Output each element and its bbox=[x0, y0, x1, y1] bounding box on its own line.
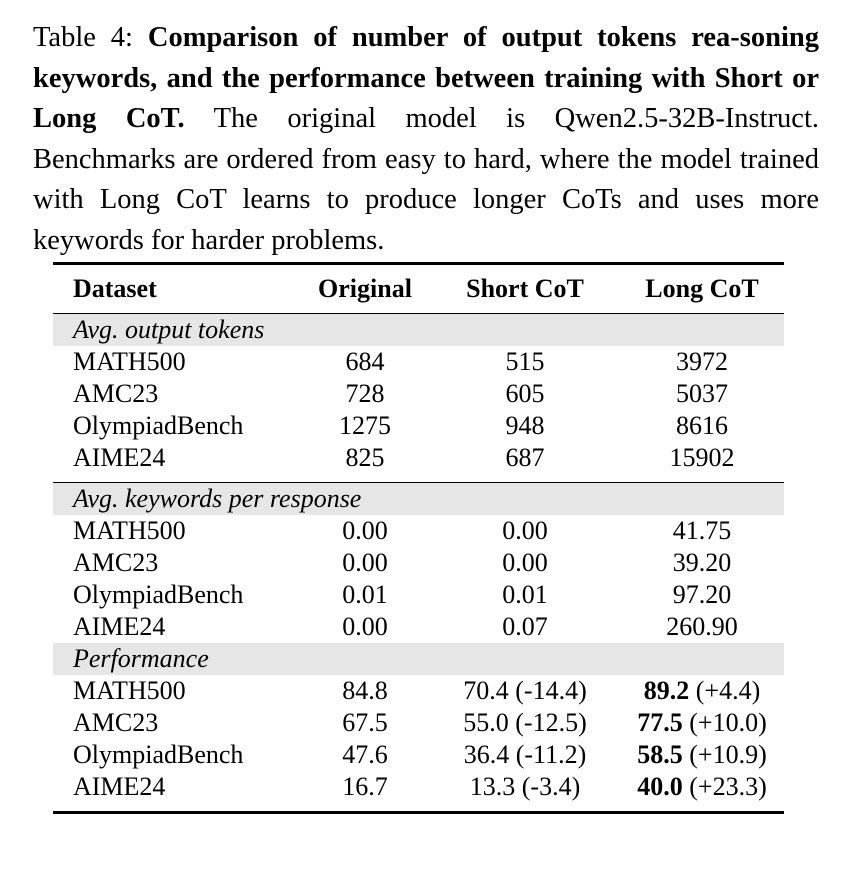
caption-label: Table 4: bbox=[33, 22, 133, 53]
cell-short-cot: 0.00 bbox=[502, 548, 548, 577]
cell-short-cot: 13.3 (-3.4) bbox=[430, 771, 620, 813]
section-title: Performance bbox=[53, 643, 784, 675]
section-header-row bbox=[53, 314, 784, 347]
section-spacer bbox=[53, 474, 784, 483]
cell-original: 684 bbox=[345, 347, 385, 376]
cell-dataset: OlympiadBench bbox=[73, 411, 244, 440]
table-row bbox=[53, 611, 784, 643]
cell-long-cot-value: (+23.3) bbox=[682, 772, 767, 801]
table-row bbox=[53, 410, 784, 442]
cell-long-cot bbox=[620, 579, 784, 611]
cell-original: 16.7 bbox=[300, 771, 430, 813]
cell-dataset: OlympiadBench bbox=[73, 580, 244, 609]
table-header-row bbox=[53, 264, 784, 314]
cell-short-cot: 36.4 (-11.2) bbox=[463, 740, 587, 769]
section-header-row bbox=[53, 643, 784, 675]
cell-dataset: AMC23 bbox=[73, 548, 159, 577]
cell-original: 728 bbox=[345, 379, 385, 408]
cell-long-cot bbox=[620, 378, 784, 410]
table-row bbox=[53, 547, 784, 579]
cell-long-cot bbox=[620, 739, 784, 771]
cell-long-cot-value: 8616 bbox=[676, 411, 728, 440]
cell-dataset: AIME24 bbox=[73, 443, 166, 472]
cell-original: 0.00 bbox=[342, 516, 388, 545]
cell-long-cot-score: 58.5 bbox=[637, 740, 683, 769]
cell-long-cot-score: 89.2 bbox=[643, 676, 690, 705]
cell-short-cot: 70.4 (-14.4) bbox=[463, 676, 587, 705]
cell-long-cot-value: (+10.9) bbox=[682, 740, 767, 769]
cell-long-cot-value: 97.20 bbox=[672, 580, 732, 609]
comparison-table bbox=[53, 262, 784, 814]
header-short-cot: Short CoT bbox=[466, 274, 584, 303]
cell-long-cot-score: 77.5 bbox=[637, 708, 683, 737]
cell-long-cot bbox=[620, 410, 784, 442]
cell-short-cot: 0.07 bbox=[502, 612, 548, 641]
cell-dataset: AIME24 bbox=[73, 612, 166, 641]
header-dataset: Dataset bbox=[73, 274, 157, 303]
cell-long-cot bbox=[620, 611, 784, 643]
cell-long-cot bbox=[620, 771, 784, 813]
cell-long-cot-value: 5037 bbox=[676, 379, 728, 408]
table-row bbox=[53, 442, 784, 474]
cell-dataset: OlympiadBench bbox=[73, 740, 244, 769]
table-row bbox=[53, 346, 784, 378]
header-original: Original bbox=[318, 274, 412, 303]
cell-dataset: AMC23 bbox=[73, 379, 159, 408]
table-row bbox=[53, 739, 784, 771]
table-row bbox=[53, 771, 784, 813]
header-long-cot: Long CoT bbox=[645, 274, 759, 303]
table-row bbox=[53, 579, 784, 611]
cell-dataset: MATH500 bbox=[73, 347, 186, 376]
cell-short-cot: 55.0 (-12.5) bbox=[463, 708, 587, 737]
cell-dataset: AIME24 bbox=[53, 771, 300, 813]
spacer-cell bbox=[53, 474, 784, 483]
cell-long-cot bbox=[620, 515, 784, 547]
cell-long-cot-value: 3972 bbox=[676, 347, 728, 376]
cell-short-cot: 948 bbox=[505, 411, 545, 440]
section-header-row bbox=[53, 483, 784, 516]
caption-text: The original model is Qwen2.5-32B-Instruct. Benchmarks are ordered from easy to hard, where the model trained with Long CoT learns to produce longer CoTs and uses more keywords for harder problems. bbox=[33, 103, 819, 256]
section-title: Avg. keywords per response bbox=[53, 483, 784, 516]
cell-original: 1275 bbox=[339, 411, 391, 440]
cell-dataset: MATH500 bbox=[73, 676, 186, 705]
cell-long-cot bbox=[620, 547, 784, 579]
cell-long-cot-value: 260.90 bbox=[666, 612, 738, 641]
cell-long-cot-value: 39.20 bbox=[672, 548, 732, 577]
cell-original: 0.00 bbox=[342, 548, 388, 577]
table-caption bbox=[33, 18, 819, 261]
cell-dataset: MATH500 bbox=[73, 516, 186, 545]
cell-long-cot bbox=[620, 346, 784, 378]
table-row bbox=[53, 378, 784, 410]
cell-short-cot: 515 bbox=[505, 347, 545, 376]
cell-long-cot bbox=[620, 442, 784, 474]
caption-title: Comparison of number of output tokens rea-soning keywords, and the performance between training with Short or Long CoT. bbox=[33, 22, 819, 134]
cell-original: 84.8 bbox=[342, 676, 388, 705]
cell-long-cot bbox=[620, 675, 784, 707]
table-row bbox=[53, 707, 784, 739]
cell-original: 0.01 bbox=[342, 580, 388, 609]
cell-long-cot-value: 15902 bbox=[669, 443, 735, 472]
table-row bbox=[53, 515, 784, 547]
cell-original: 67.5 bbox=[342, 708, 388, 737]
cell-short-cot: 0.00 bbox=[502, 516, 548, 545]
cell-dataset: AMC23 bbox=[73, 708, 159, 737]
cell-short-cot: 605 bbox=[505, 379, 545, 408]
cell-short-cot: 0.01 bbox=[502, 580, 548, 609]
cell-original: 825 bbox=[345, 443, 385, 472]
cell-original: 0.00 bbox=[342, 612, 388, 641]
cell-long-cot-value: (+4.4) bbox=[689, 676, 761, 705]
cell-original: 47.6 bbox=[342, 740, 388, 769]
cell-long-cot bbox=[620, 707, 784, 739]
table-row bbox=[53, 675, 784, 707]
cell-short-cot: 687 bbox=[505, 443, 545, 472]
cell-long-cot-value: 41.75 bbox=[672, 516, 732, 545]
cell-long-cot-value: (+10.0) bbox=[682, 708, 767, 737]
section-title: Avg. output tokens bbox=[53, 314, 784, 347]
cell-long-cot-score: 40.0 bbox=[637, 772, 683, 801]
